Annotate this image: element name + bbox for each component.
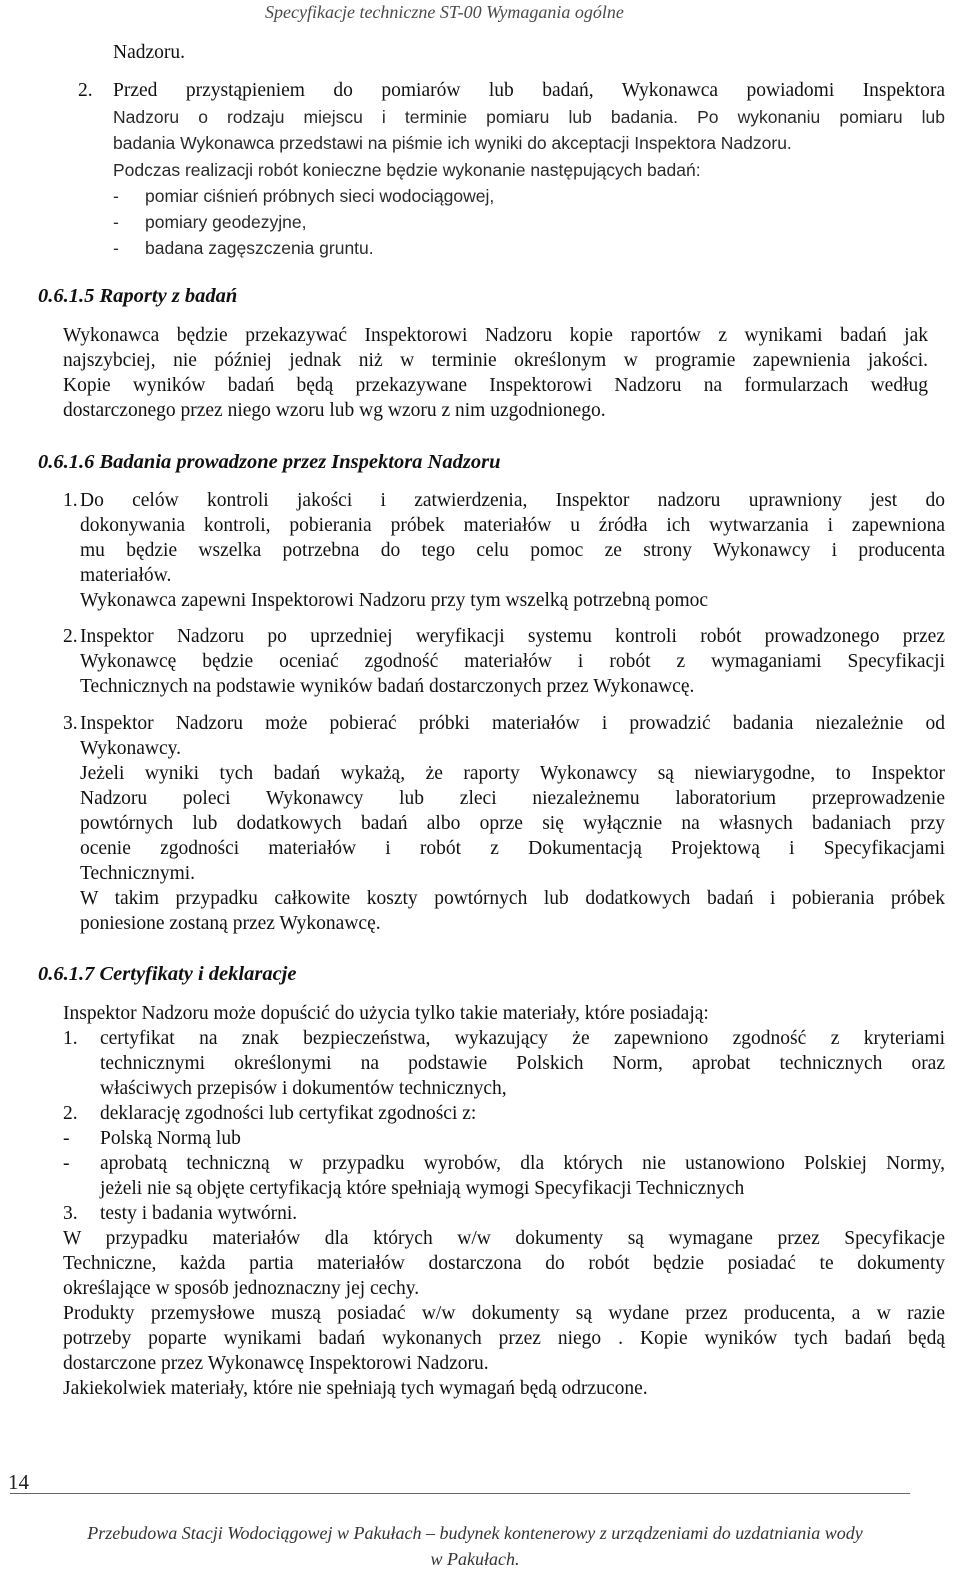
text-line: W takim przypadku całkowite koszty powtórnych lub dodatkowych badań i pobierania próbek <box>80 888 945 909</box>
text-line: dostarczonego przez niego wzoru lub wg wzoru z nim uzgodnionego. <box>63 400 606 421</box>
text-line: Inspektor Nadzoru może dopuścić do użycia tylko takie materiały, które posiadają: <box>63 1003 709 1024</box>
running-header: Specyfikacje techniczne ST-00 Wymagania ogólne <box>265 2 624 22</box>
list-number: 2. <box>78 80 93 101</box>
text-line: Wykonawca zapewni Inspektorowi Nadzoru przy tym wszelką potrzebną pomoc <box>80 590 709 611</box>
footer-line: Przebudowa Stacji Wodociągowej w Pakułach – budynek kontenerowy z urządzeniami do uzdatniania wody <box>87 1523 863 1543</box>
list-number: 3. <box>63 1203 78 1224</box>
text-line: Techniczne, każda partia materiałów dostarczona do robót będzie posiadać te dokumenty <box>63 1253 945 1274</box>
footer-divider <box>10 1493 910 1494</box>
section-heading: 0.6.1.6 Badania prowadzone przez Inspektora Nadzoru <box>38 451 501 473</box>
text-line: W przypadku materiałów dla których w/w dokumenty są wymagane przez Specyfikacje <box>63 1228 945 1249</box>
text-line: mu będzie wszelka potrzebna do tego celu pomoc ze strony Wykonawcy i producenta <box>80 540 945 561</box>
text-line: Kopie wyników badań będą przekazywane Inspektorowi Nadzoru na formularzach według <box>63 375 928 396</box>
text-line: Do celów kontroli jakości i zatwierdzenia, Inspektor nadzoru uprawniony jest do <box>80 490 945 511</box>
bullet-dash: - <box>63 1128 70 1149</box>
bullet-dash: - <box>113 238 119 258</box>
text-line: Inspektor Nadzoru może pobierać próbki materiałów i prowadzić badania niezależnie od <box>80 713 945 734</box>
bullet-item: Polską Normą lub <box>100 1128 241 1149</box>
text-line: deklarację zgodności lub certyfikat zgodności z: <box>100 1103 477 1124</box>
text-line: Jakiekolwiek materiały, które nie spełniają tych wymagań będą odrzucone. <box>63 1378 648 1399</box>
text-line: Produkty przemysłowe muszą posiadać w/w dokumenty są wydane przez producenta, a w razie <box>63 1303 945 1324</box>
bullet-item: pomiar ciśnień próbnych sieci wodociągowej, <box>145 186 495 206</box>
text-line: badania Wykonawca przedstawi na piśmie ich wyniki do akceptacji Inspektora Nadzoru. <box>113 133 792 153</box>
text-line: Technicznymi. <box>80 863 196 884</box>
text-line: Inspektor Nadzoru po uprzedniej weryfikacji systemu kontroli robót prowadzonego przez <box>80 626 945 647</box>
text-line: materiałów. <box>80 565 172 586</box>
list-number: 1. <box>63 490 78 511</box>
list-number: 3. <box>63 713 78 734</box>
text-line: Wykonawca będzie przekazywać Inspektorowi Nadzoru kopie raportów z wynikami badań jak <box>63 325 928 346</box>
text-line: Nadzoru poleci Wykonawcy lub zleci niezależnemu laboratorium przeprowadzenie <box>80 788 945 809</box>
footer-line: w Pakułach. <box>430 1549 520 1569</box>
text-line: dokonywania kontroli, pobierania próbek materiałów u źródła ich wytwarzania i zapewniona <box>80 515 945 536</box>
text-line: określające w sposób jednoznaczny jej cechy. <box>63 1278 420 1299</box>
text-line: poniesione zostaną przez Wykonawcę. <box>80 913 381 934</box>
bullet-item: aprobatą techniczną w przypadku wyrobów, dla których nie ustanowiono Polskiej Normy, <box>100 1153 945 1174</box>
text-line: potrzeby poparte wynikami badań wykonanych przez niego . Kopie wyników tych badań będą <box>63 1328 945 1349</box>
text-line: Technicznych na podstawie wyników badań dostarczonych przez Wykonawcę. <box>80 676 695 697</box>
text-line: certyfikat na znak bezpieczeństwa, wykazujący że zapewniono zgodność z kryteriami <box>100 1028 945 1049</box>
text-line: Nadzoru. <box>113 42 186 63</box>
bullet-item: badana zagęszczenia gruntu. <box>145 238 374 258</box>
text-line: właściwych przepisów i dokumentów technicznych, <box>100 1078 507 1099</box>
text-line: technicznymi określonymi na podstawie Polskich Norm, aprobat technicznych oraz <box>100 1053 945 1074</box>
bullet-dash: - <box>113 186 119 206</box>
list-number: 1. <box>63 1028 78 1049</box>
text-line: powtórnych lub dodatkowych badań albo oprze się wyłącznie na własnych badaniach przy <box>80 813 945 834</box>
section-heading: 0.6.1.5 Raporty z badań <box>38 285 238 307</box>
section-heading: 0.6.1.7 Certyfikaty i deklaracje <box>38 963 297 985</box>
bullet-dash: - <box>63 1153 70 1174</box>
page-number: 14 <box>8 1470 29 1494</box>
text-line: najszybciej, nie później jednak niż w terminie określonym w programie zapewnienia jakości. <box>63 350 928 371</box>
text-line: dostarczone przez Wykonawcę Inspektorowi Nadzoru. <box>63 1353 489 1374</box>
text-line: Przed przystąpieniem do pomiarów lub badań, Wykonawca powiadomi Inspektora <box>113 80 945 101</box>
text-line: Nadzoru o rodzaju miejscu i terminie pomiaru lub badania. Po wykonaniu pomiaru lub <box>113 107 945 127</box>
text-line: Podczas realizacji robót konieczne będzie wykonanie następujących badań: <box>113 160 701 180</box>
list-number: 2. <box>63 626 78 647</box>
text-line: testy i badania wytwórni. <box>100 1203 298 1224</box>
text-line: Wykonawcy. <box>80 738 181 759</box>
bullet-dash: - <box>113 212 119 232</box>
list-number: 2. <box>63 1103 78 1124</box>
text-line: jeżeli nie są objęte certyfikacją które spełniają wymogi Specyfikacji Technicznych <box>100 1178 745 1199</box>
text-line: Wykonawcę będzie oceniać zgodność materiałów i robót z wymaganiami Specyfikacji <box>80 651 945 672</box>
bullet-item: pomiary geodezyjne, <box>145 212 307 232</box>
text-line: ocenie zgodności materiałów i robót z Dokumentacją Projektową i Specyfikacjami <box>80 838 945 859</box>
text-line: Jeżeli wyniki tych badań wykażą, że raporty Wykonawcy są niewiarygodne, to Inspektor <box>80 763 945 784</box>
